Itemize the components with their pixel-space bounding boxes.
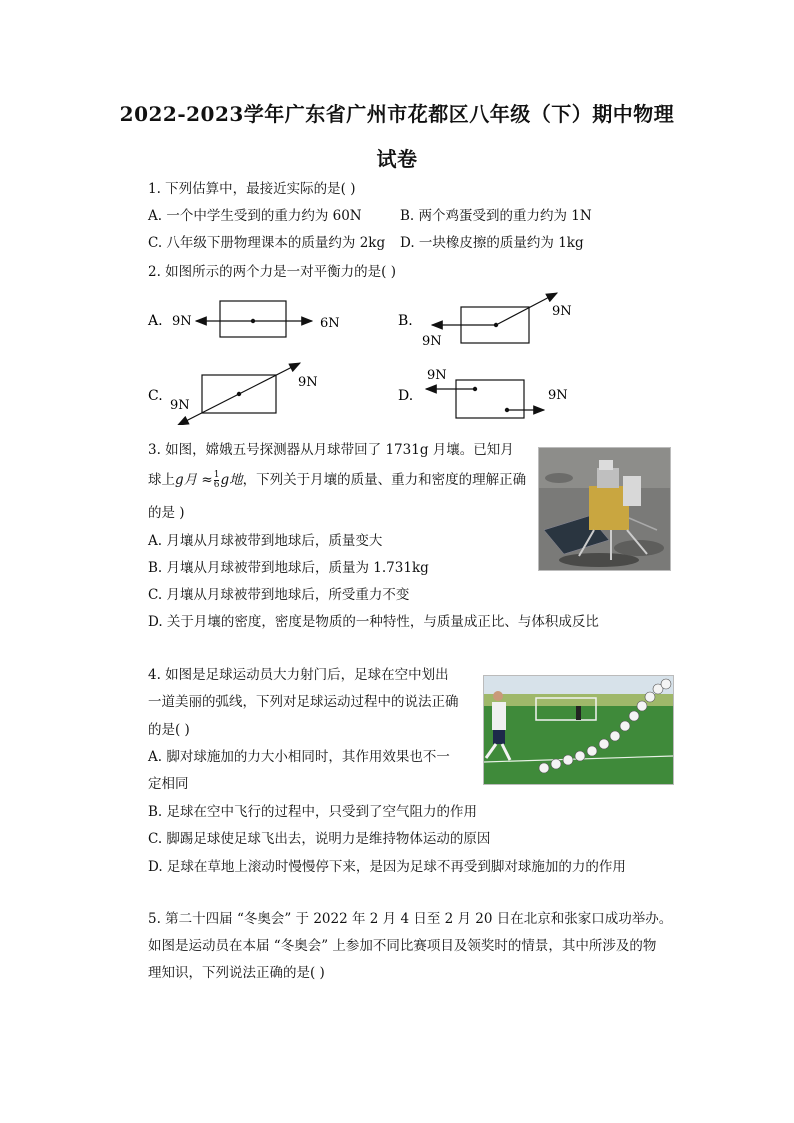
diagram-a-letter: A.: [148, 313, 163, 329]
question-1-option-c: C. 八年级下册物理课本的质量约为 2kg: [148, 235, 386, 251]
diagram-d-left-force: 9N: [427, 368, 447, 383]
change5-lander-photo: [538, 447, 671, 571]
diagram-d-box: [456, 380, 524, 418]
question-4-option-d: D. 足球在草地上滚动时慢慢停下来，是因为足球不再受到脚对球施加的力的作用: [148, 859, 626, 875]
diagram-a-right-force: 6N: [320, 316, 340, 331]
question-4-stem-line1: 4. 如图是足球运动员大力射门后，足球在空中划出: [148, 667, 449, 683]
question-4-stem-line2: 一道美丽的弧线，下列对足球运动过程中的说法正确: [148, 694, 459, 710]
page-title-continued: 试卷: [376, 147, 418, 171]
diagram-d-right-force: 9N: [548, 388, 568, 403]
question-1-option-b: B. 两个鸡蛋受到的重力约为 1N: [400, 208, 592, 224]
diagram-a: [147, 301, 340, 337]
question-3-option-a: A. 月壤从月球被带到地球后，质量变大: [148, 533, 383, 549]
question-3-option-c: C. 月壤从月球被带到地球后，所受重力不变: [148, 587, 410, 603]
question-4-option-a-line2: 定相同: [148, 776, 189, 792]
question-4-option-c: C. 脚踢足球使足球飞出去，说明力是维持物体运动的原因: [148, 831, 491, 847]
balanced-force-diagrams: [140, 285, 600, 425]
question-3-stem-line1: 3. 如图，嫦娥五号探测器从月球带回了 1731g 月壤。已知月: [148, 442, 514, 458]
page-title: 2022-2023学年广东省广州市花都区八年级（下）期中物理: [119, 102, 675, 126]
diagram-c: [148, 363, 318, 425]
diagram-b: [398, 293, 572, 349]
diagram-d-letter: D.: [398, 388, 414, 404]
question-3-option-d: D. 关于月壤的密度，密度是物质的一种特性，与质量成正比、与体积成反比: [148, 614, 599, 630]
question-4-option-b: B. 足球在空中飞行的过程中，只受到了空气阻力的作用: [148, 804, 478, 820]
g-moon-symbol: g月 ≈: [175, 472, 213, 488]
question-1-option-d: D. 一块橡皮擦的质量约为 1kg: [400, 235, 584, 251]
diagram-d: [398, 368, 568, 418]
question-1-option-a: A. 一个中学生受到的重力约为 60N: [148, 208, 362, 224]
question-2-stem: 2. 如图所示的两个力是一对平衡力的是( ): [148, 264, 396, 280]
question-3-stem-line3: 的是 ): [148, 505, 185, 521]
question-4-option-a-line1: A. 脚对球施加的力大小相同时，其作用效果也不一: [148, 749, 450, 765]
question-1-stem: 1. 下列估算中，最接近实际的是( ): [148, 181, 356, 197]
diagram-b-right-force: 9N: [552, 304, 572, 319]
question-3-option-b: B. 月壤从月球被带到地球后，质量为 1.731kg: [148, 560, 429, 576]
question-3-stem-line2: 球上g月 ≈ $\frac{1}{6}$ g地，下列关于月壤的质量、重力和密度的理解正确: [148, 470, 527, 490]
diagram-c-letter: C.: [148, 388, 163, 404]
one-sixth-fraction: $\frac{1}{6}$: [213, 470, 220, 490]
diagram-a-left-force: 9N: [172, 314, 192, 329]
diagram-c-up-arrow: [239, 363, 300, 394]
diagram-c-right-force: 9N: [298, 375, 318, 390]
diagram-b-letter: B.: [398, 313, 413, 329]
diagram-b-left-force: 9N: [422, 334, 442, 349]
question-5-stem-line1: 5. 第二十四届 “冬奥会” 于 2022 年 2 月 4 日至 2 月 20 日在北京和张家口成功举办。: [148, 911, 673, 927]
question-5-stem-line3: 理知识，下列说法正确的是( ): [148, 965, 325, 981]
question-5-stem-line2: 如图是运动员在本届 “冬奥会” 上参加不同比赛项目及领奖时的情景，其中所涉及的物: [148, 938, 657, 954]
soccer-kick-photo: [483, 675, 674, 785]
question-4-stem-line3: 的是( ): [148, 722, 190, 738]
diagram-c-left-force: 9N: [170, 398, 190, 413]
g-earth-symbol: g地: [220, 472, 243, 488]
diagram-b-diagonal-arrow: [496, 293, 557, 325]
